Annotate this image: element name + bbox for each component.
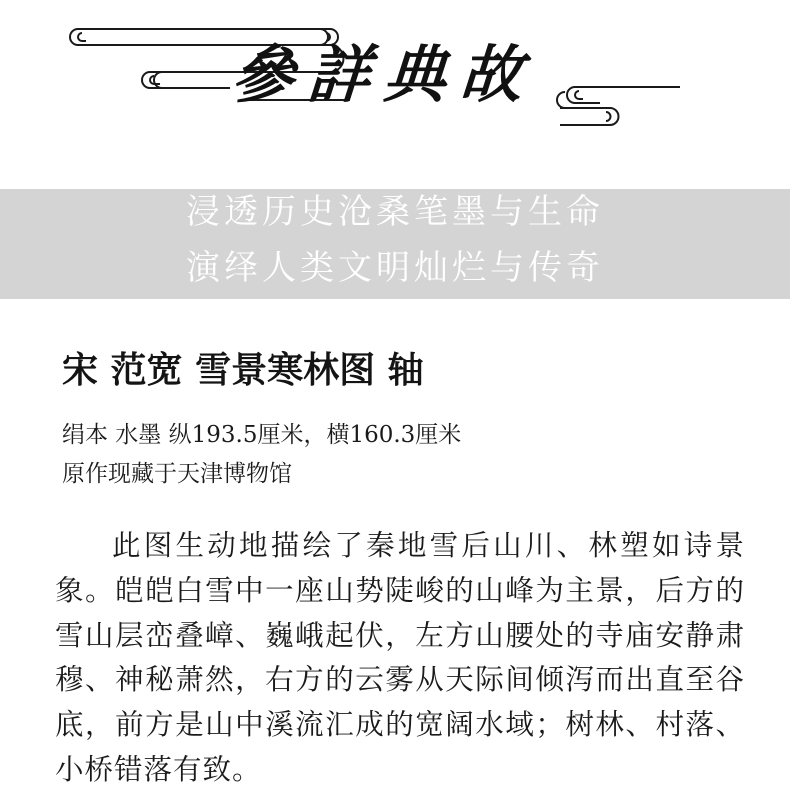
artwork-material-dimensions: 绢本 水墨 纵193.5厘米，横160.3厘米 — [62, 422, 462, 448]
slogan-banner — [0, 189, 790, 299]
section-title: 參詳典故 — [229, 38, 539, 111]
artwork-title: 宋 范宽 雪景寒林图 轴 — [62, 349, 424, 391]
artwork-description: 此图生动地描绘了秦地雪后山川、林塑如诗景象。皑皑白雪中一座山势陡峻的山峰为主景，后方的雪山层峦叠嶂、巍峨起伏，左方山腰处的寺庙安静肃穆、神秘萧然，右方的云雾从天际间倾泻而出直至谷底，前方是山中溪流汇成的宽阔水域；树林、村落、小桥错落有致。 — [55, 529, 745, 786]
page-header — [0, 0, 790, 180]
slogan-line-1: 浸透历史沧桑笔墨与生命 — [186, 192, 604, 232]
slogan-line-2: 演绎人类文明灿烂与传奇 — [186, 248, 604, 288]
artwork-collection: 原作现藏于天津博物馆 — [62, 461, 292, 487]
